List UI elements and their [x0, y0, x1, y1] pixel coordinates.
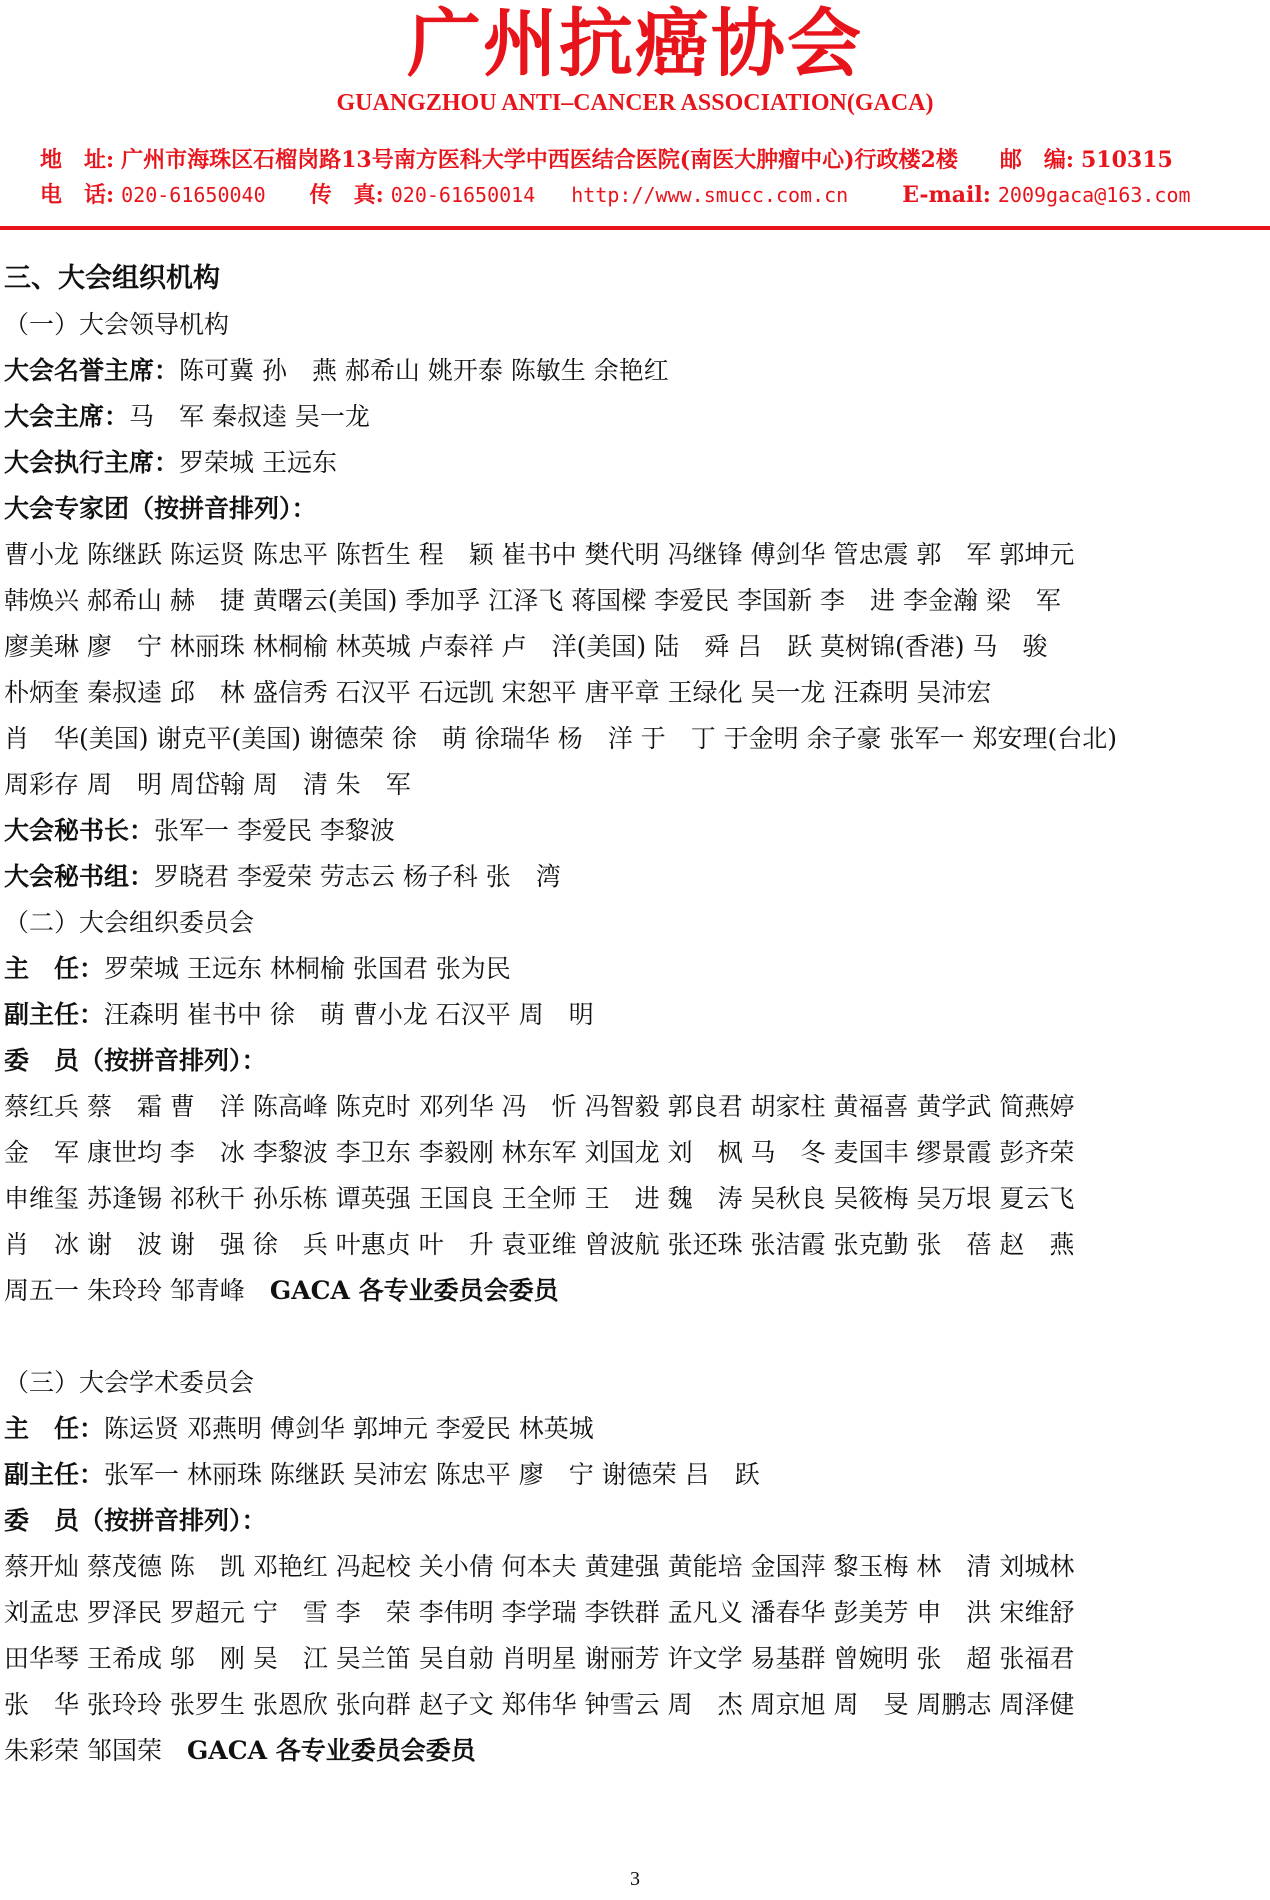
text-line [0, 440, 1270, 486]
line-label: 大会专家团（按拼音排列）： [4, 494, 317, 523]
text-line [0, 1222, 1270, 1268]
line-text: 周五一 朱玲玲 邹青峰 [4, 1276, 270, 1305]
text-line [0, 1084, 1270, 1130]
text-line [0, 486, 1270, 532]
phone-value: 020-61650040 [121, 183, 266, 207]
line-text: 马 军 秦叔逵 吴一龙 [129, 402, 370, 431]
line-bold-tail: GACA 各专业委员会委员 [269, 1276, 559, 1305]
org-title: 广州抗癌协会 [407, 1, 863, 87]
page-number: 3 [630, 1868, 640, 1890]
text-line [0, 1636, 1270, 1682]
line-text: 金 军 康世均 李 冰 李黎波 李卫东 李毅刚 林东军 刘国龙 刘 枫 马 冬 麦国丰 缪景霞 彭齐荣 [4, 1138, 1075, 1167]
line-label: 副主任： [4, 1460, 105, 1489]
text-line [0, 1360, 1270, 1406]
line-text: 刘孟忠 罗泽民 罗超元 宁 雪 李 荣 李伟明 李学瑞 李铁群 孟凡义 潘春华 彭美芳 申 洪 宋维舒 [4, 1598, 1075, 1627]
line-label: 大会名誉主席： [4, 356, 180, 385]
text-line [0, 1544, 1270, 1590]
line-label: 三、大会组织机构 [4, 263, 220, 294]
text-line [0, 808, 1270, 854]
phone-label: 电 话: [40, 182, 115, 208]
line-text: 肖 华(美国) 谢克平(美国) 谢德荣 徐 萌 徐瑞华 杨 洋 于 丁 于金明 余子豪 张军一 郑安理(台北) [4, 724, 1117, 753]
address-value: 广州市海珠区石榴岗路13号南方医科大学中西医结合医院(南医大肿瘤中心)行政楼2楼 [121, 147, 958, 173]
line-text: 申维玺 苏逢锡 祁秋干 孙乐栋 谭英强 王国良 王全师 王 进 魏 涛 吴秋良 吴筱梅 吴万垠 夏云飞 [4, 1184, 1075, 1213]
line-text: 肖 冰 谢 波 谢 强 徐 兵 叶惠贞 叶 升 袁亚维 曾波航 张还珠 张洁霞 张克勤 张 蓓 赵 燕 [4, 1230, 1075, 1259]
text-line [0, 578, 1270, 624]
line-text: 朴炳奎 秦叔逵 邱 林 盛信秀 石汉平 石远凯 宋恕平 唐平章 王绿化 吴一龙 汪森明 吴沛宏 [4, 678, 992, 707]
line-text: 张军一 李爱民 李黎波 [154, 816, 395, 845]
text-line [0, 1268, 1270, 1314]
line-label: 大会执行主席： [4, 448, 180, 477]
address-label: 地 址: [40, 147, 115, 173]
text-line [0, 302, 1270, 348]
line-text: 韩焕兴 郝希山 赫 捷 黄曙云(美国) 季加孚 江泽飞 蒋国樑 李爱民 李国新 李 进 李金瀚 梁 军 [4, 586, 1061, 615]
line-text: 罗荣城 王远东 [179, 448, 337, 477]
line-text: 蔡红兵 蔡 霜 曹 洋 陈高峰 陈克时 邓列华 冯 忻 冯智毅 郭良君 胡家柱 黄福喜 黄学武 简燕婷 [4, 1092, 1075, 1121]
text-line [0, 1406, 1270, 1452]
text-line [0, 762, 1270, 808]
line-label: 委 员（按拼音排列）： [4, 1046, 267, 1075]
section-spacer [0, 1314, 1270, 1360]
postcode-label: 邮 编: [999, 147, 1074, 173]
text-line [0, 1452, 1270, 1498]
text-line [0, 1728, 1270, 1774]
email-label: E-mail: [902, 182, 991, 208]
text-line [0, 670, 1270, 716]
text-line [0, 394, 1270, 440]
text-line [0, 348, 1270, 394]
line-text: 蔡开灿 蔡茂德 陈 凯 邓艳红 冯起校 关小倩 何本夫 黄建强 黄能培 金国萍 黎玉梅 林 清 刘城林 [4, 1552, 1075, 1581]
line-text: 陈可冀 孙 燕 郝希山 姚开泰 陈敏生 余艳红 [179, 356, 669, 385]
line-text: （三）大会学术委员会 [4, 1368, 255, 1397]
text-line [0, 992, 1270, 1038]
contact-line [40, 180, 1191, 211]
line-text: 廖美琳 廖 宁 林丽珠 林桐榆 林英城 卢泰祥 卢 洋(美国) 陆 舜 吕 跃 莫树锦(香港) 马 骏 [4, 632, 1048, 661]
header-divider [0, 226, 1270, 230]
text-line [0, 1498, 1270, 1544]
document-body [0, 256, 1270, 1774]
line-text: 罗晓君 李爱荣 劳志云 杨子科 张 湾 [154, 862, 561, 891]
fax-value: 020-61650014 [390, 183, 536, 207]
text-line [0, 1130, 1270, 1176]
text-line [0, 854, 1270, 900]
text-line [0, 946, 1270, 992]
text-line [0, 900, 1270, 946]
line-text: （二）大会组织委员会 [4, 908, 255, 937]
text-line [0, 1682, 1270, 1728]
text-line [0, 1038, 1270, 1084]
text-line [0, 624, 1270, 670]
line-label: 委 员（按拼音排列）： [4, 1506, 267, 1535]
line-text: 张军一 林丽珠 陈继跃 吴沛宏 陈忠平 廖 宁 谢德荣 吕 跃 [104, 1460, 760, 1489]
line-label: 大会秘书长： [4, 816, 155, 845]
line-label: 副主任： [4, 1000, 105, 1029]
line-text: 朱彩荣 邹国荣 [4, 1736, 187, 1765]
address-line [40, 145, 1173, 176]
line-text: 陈运贤 邓燕明 傅剑华 郭坤元 李爱民 林英城 [104, 1414, 594, 1443]
line-text: 汪森明 崔书中 徐 萌 曹小龙 石汉平 周 明 [104, 1000, 594, 1029]
line-text: 田华琴 王希成 邬 刚 吴 江 吴兰笛 吴自勍 肖明星 谢丽芳 许文学 易基群 曾婉明 张 超 张福君 [4, 1644, 1075, 1673]
line-bold-tail: GACA 各专业委员会委员 [186, 1736, 476, 1765]
postcode-value: 510315 [1081, 147, 1173, 173]
fax-label: 传 真: [309, 182, 384, 208]
text-line [0, 1176, 1270, 1222]
line-label: 主 任： [4, 1414, 105, 1443]
text-line [0, 532, 1270, 578]
letterhead [0, 0, 1270, 232]
text-line [0, 1590, 1270, 1636]
email-value[interactable]: 2009gaca@163.com [997, 183, 1191, 207]
text-line [0, 716, 1270, 762]
line-text: 周彩存 周 明 周岱翰 周 清 朱 军 [4, 770, 411, 799]
line-label: 大会主席： [4, 402, 130, 431]
line-text: 曹小龙 陈继跃 陈运贤 陈忠平 陈哲生 程 颖 崔书中 樊代明 冯继锋 傅剑华 管忠震 郭 军 郭坤元 [4, 540, 1075, 569]
line-text: （一）大会领导机构 [4, 310, 230, 339]
line-text: 张 华 张玲玲 张罗生 张恩欣 张向群 赵子文 郑伟华 钟雪云 周 杰 周京旭 周 旻 周鹏志 周泽健 [4, 1690, 1075, 1719]
website-link[interactable]: http://www.smucc.com.cn [571, 183, 849, 207]
org-english-name: GUANGZHOU ANTI–CANCER ASSOCIATION(GACA) [336, 90, 934, 116]
text-line [0, 256, 1270, 302]
line-label: 大会秘书组： [4, 862, 155, 891]
line-text: 罗荣城 王远东 林桐榆 张国君 张为民 [104, 954, 511, 983]
line-label: 主 任： [4, 954, 105, 983]
